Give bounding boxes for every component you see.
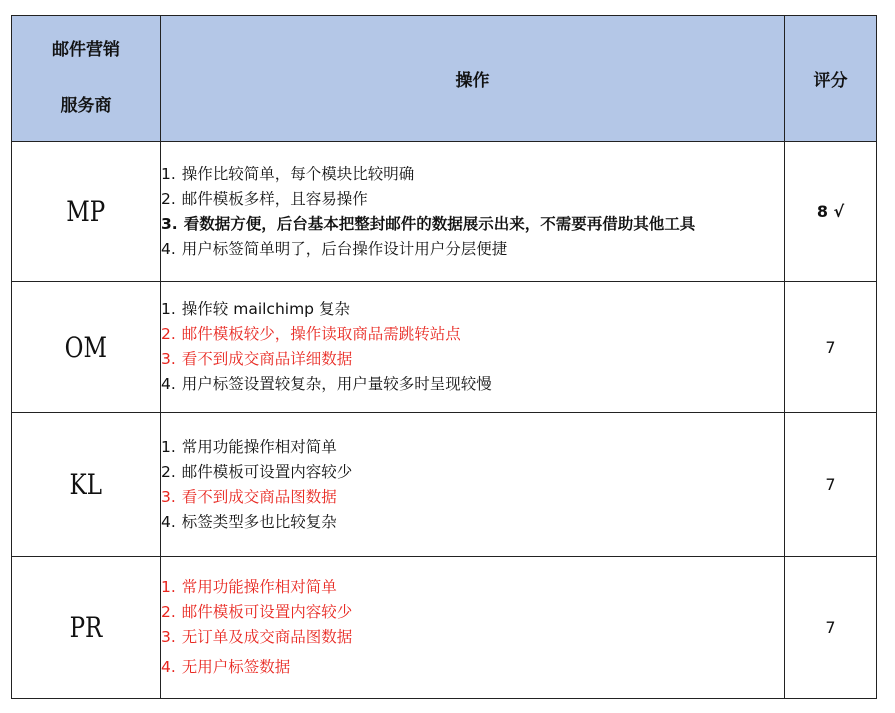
list-item: 3. 看数据方便，后台基本把整封邮件的数据展示出来，不需要再借助其他工具 <box>161 214 696 233</box>
table-row-mp <box>12 142 877 282</box>
provider-cell <box>12 413 161 557</box>
table-row-om <box>12 282 877 413</box>
header-score: 评分 <box>785 16 877 142</box>
operation-list <box>161 435 784 535</box>
provider-name: PR <box>69 611 103 644</box>
score-cell: 7 <box>785 557 877 699</box>
header-provider-line1: 邮件营销 <box>52 40 120 60</box>
list-item: 1. 常用功能操作相对简单 <box>161 578 337 596</box>
list-item: 1. 操作比较简单，每个模块比较明确 <box>161 164 415 183</box>
provider-name: MP <box>66 195 106 228</box>
list-item: 2. 邮件模板多样，且容易操作 <box>161 189 368 208</box>
score-cell: 7 <box>785 282 877 413</box>
score-cell: 8 √ <box>785 142 877 282</box>
table-row-pr <box>12 557 877 699</box>
list-item: 3. 无订单及成交商品图数据 <box>161 628 353 646</box>
operation-list <box>161 297 784 397</box>
list-item: 4. 标签类型多也比较复杂 <box>161 512 337 531</box>
provider-name: KL <box>69 468 103 501</box>
table-row-kl <box>12 413 877 557</box>
operation-cell <box>161 557 785 699</box>
operation-cell <box>161 282 785 413</box>
list-item: 2. 邮件模板可设置内容较少 <box>161 603 353 621</box>
list-item: 4. 用户标签设置较复杂，用户量较多时呈现较慢 <box>161 375 492 393</box>
provider-cell <box>12 282 161 413</box>
table-header-row <box>12 16 877 142</box>
provider-cell <box>12 557 161 699</box>
operation-list <box>161 162 784 262</box>
header-operation: 操作 <box>161 16 785 142</box>
list-item: 2. 邮件模板较少，操作读取商品需跳转站点 <box>161 325 461 343</box>
list-item: 4. 用户标签简单明了，后台操作设计用户分层便捷 <box>161 239 508 258</box>
comparison-table <box>11 15 877 699</box>
header-provider <box>12 16 161 142</box>
list-item: 1. 操作较 mailchimp 复杂 <box>161 300 350 318</box>
operation-cell <box>161 142 785 282</box>
list-item: 3. 看不到成交商品图数据 <box>161 487 337 506</box>
list-item: 4. 无用户标签数据 <box>161 658 291 676</box>
list-item: 1. 常用功能操作相对简单 <box>161 437 337 456</box>
header-provider-line2: 服务商 <box>60 96 112 116</box>
list-item: 2. 邮件模板可设置内容较少 <box>161 462 353 481</box>
score-cell: 7 <box>785 413 877 557</box>
list-item: 3. 看不到成交商品详细数据 <box>161 350 353 368</box>
provider-name: OM <box>64 330 108 364</box>
operation-list <box>161 575 784 680</box>
provider-cell <box>12 142 161 282</box>
operation-cell <box>161 413 785 557</box>
